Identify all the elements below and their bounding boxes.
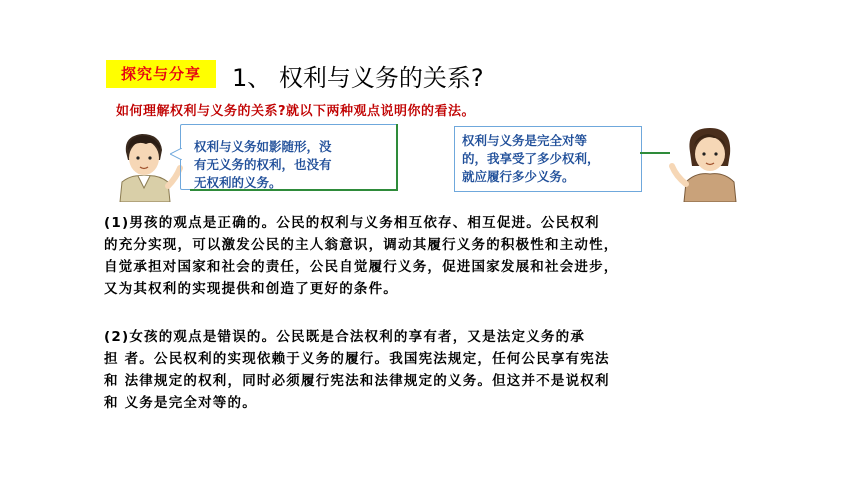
answer-paragraph-1 — [104, 212, 764, 300]
answer-line: 和 法律规定的权利，同时必须履行宪法和法律规定的义务。但这并不是说权利 — [104, 373, 610, 389]
boy-opinion-line: 无权利的义务。 — [194, 175, 282, 190]
answer-line: (1)男孩的观点是正确的。公民的权利与义务相互依存、相互促进。公民权利 — [104, 215, 600, 231]
girl-opinion-line: 的，我享受了多少权利， — [462, 151, 600, 166]
answer-line: 自觉承担对国家和社会的责任，公民自觉履行义务，促进国家发展和社会进步， — [104, 259, 619, 275]
answer-line: (2)女孩的观点是错误的。公民既是合法权利的享有者，又是法定义务的承 — [104, 329, 586, 345]
bubble-border-accent — [396, 124, 398, 190]
bubble-border-accent — [640, 152, 670, 154]
bubble-tail — [170, 148, 182, 160]
answer-paragraph-2 — [104, 326, 764, 414]
girl-illustration — [668, 122, 750, 202]
question-prompt: 如何理解权利与义务的关系?就以下两种观点说明你的看法。 — [116, 104, 476, 119]
page-title: 1、 权利与义务的关系? — [232, 64, 484, 92]
girl-opinion-line: 就应履行多少义务。 — [462, 169, 575, 184]
answer-line: 和 义务是完全对等的。 — [104, 395, 257, 411]
boy-opinion-line: 有无义务的权利，也没有 — [194, 157, 332, 172]
explore-share-badge: 探究与分享 — [106, 60, 216, 88]
boy-opinion-text — [194, 138, 390, 192]
answer-line: 的充分实现，可以激发公民的主人翁意识，调动其履行义务的积极性和主动性， — [104, 237, 619, 253]
girl-opinion-text — [462, 132, 638, 186]
girl-opinion-line: 权利与义务是完全对等 — [462, 133, 588, 148]
answer-line: 担 者。公民权利的实现依赖于义务的履行。我国宪法规定，任何公民享有宪法 — [104, 351, 610, 367]
answer-line: 又为其权利的实现提供和创造了更好的条件。 — [104, 281, 398, 297]
boy-opinion-line: 权利与义务如影随形，没 — [194, 139, 332, 154]
boy-illustration — [112, 130, 186, 202]
